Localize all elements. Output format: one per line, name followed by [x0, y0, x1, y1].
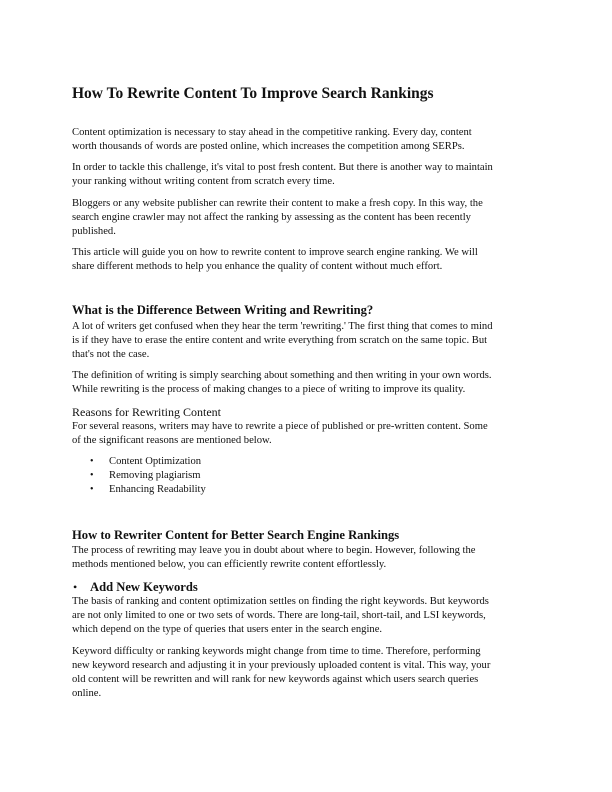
intro-line: Bloggers or any website publisher can rewrite their content to make a fresh copy. In this way, the	[72, 198, 483, 209]
list-item: Enhancing Readability	[109, 484, 206, 495]
paragraph-line: new keyword research and adjusting it in your previously uploaded content is vital. This way, your	[72, 660, 491, 671]
bullet-icon: •	[90, 456, 94, 467]
paragraph-line: For several reasons, writers may have to rewrite a piece of published or pre-written content. Some	[72, 421, 488, 432]
paragraph-line: Keyword difficulty or ranking keywords might change from time to time. Therefore, performing	[72, 646, 481, 657]
list-item: Content Optimization	[109, 456, 202, 467]
bullet-icon: •	[90, 470, 94, 481]
intro-line: published.	[72, 226, 116, 237]
paragraph-line: methods mentioned below, you can efficiently rewrite content effortlessly.	[72, 559, 387, 570]
intro-line: worth thousands of words are posted online, which increases the competition among SERPs.	[72, 141, 465, 152]
intro-line: search engine crawler may not affect the ranking by assessing as the content has been recently	[72, 212, 471, 223]
paragraph-line: which depend on the type of queries that users enter in the search engine.	[72, 624, 383, 635]
paragraph-line: The basis of ranking and content optimization settles on finding the right keywords. But keywords	[72, 596, 489, 607]
bullet-icon: •	[90, 484, 94, 495]
intro-line: Content optimization is necessary to stay ahead in the competitive ranking. Every day, content	[72, 127, 472, 138]
paragraph-line: online.	[72, 688, 102, 699]
intro-line: share different methods to help you enhance the quality of content without much effort.	[72, 261, 443, 272]
paragraph-line: are not only limited to one or two sets of words. There are long-tail, short-tail, and LSI keywords,	[72, 610, 486, 621]
intro-line: This article will guide you on how to rewrite content to improve search engine ranking. We will	[72, 247, 478, 258]
paragraph-line: is if they have to erase the entire content and write everything from scratch on the same topic. But	[72, 335, 488, 346]
paragraph-line: The process of rewriting may leave you in doubt about where to begin. However, following the	[72, 545, 476, 556]
bullet-icon: •	[73, 580, 78, 594]
subheading: Reasons for Rewriting Content	[72, 405, 221, 419]
intro-line: your ranking without writing content from scratch every time.	[72, 176, 335, 187]
document-title: How To Rewrite Content To Improve Search Rankings	[72, 85, 434, 102]
intro-line: In order to tackle this challenge, it's vital to post fresh content. But there is another way to maintain	[72, 162, 493, 173]
paragraph-line: that's not the case.	[72, 349, 150, 360]
paragraph-line: of the significant reasons are mentioned below.	[72, 435, 272, 446]
paragraph-line: While rewriting is the process of making changes to a piece of writing to improve its quality.	[72, 384, 466, 395]
section-heading: How to Rewriter Content for Better Search Engine Rankings	[72, 528, 400, 542]
paragraph-line: The definition of writing is simply searching about something and then writing in your own words.	[72, 370, 492, 381]
paragraph-line: old content will be rewritten and will rank for new keywords against which users search queries	[72, 674, 479, 685]
paragraph-line: A lot of writers get confused when they hear the term 'rewriting.' The first thing that comes to mind	[72, 321, 493, 332]
list-item: Removing plagiarism	[109, 470, 201, 481]
bullet-heading: Add New Keywords	[90, 580, 198, 594]
section-heading: What is the Difference Between Writing and Rewriting?	[72, 303, 374, 317]
